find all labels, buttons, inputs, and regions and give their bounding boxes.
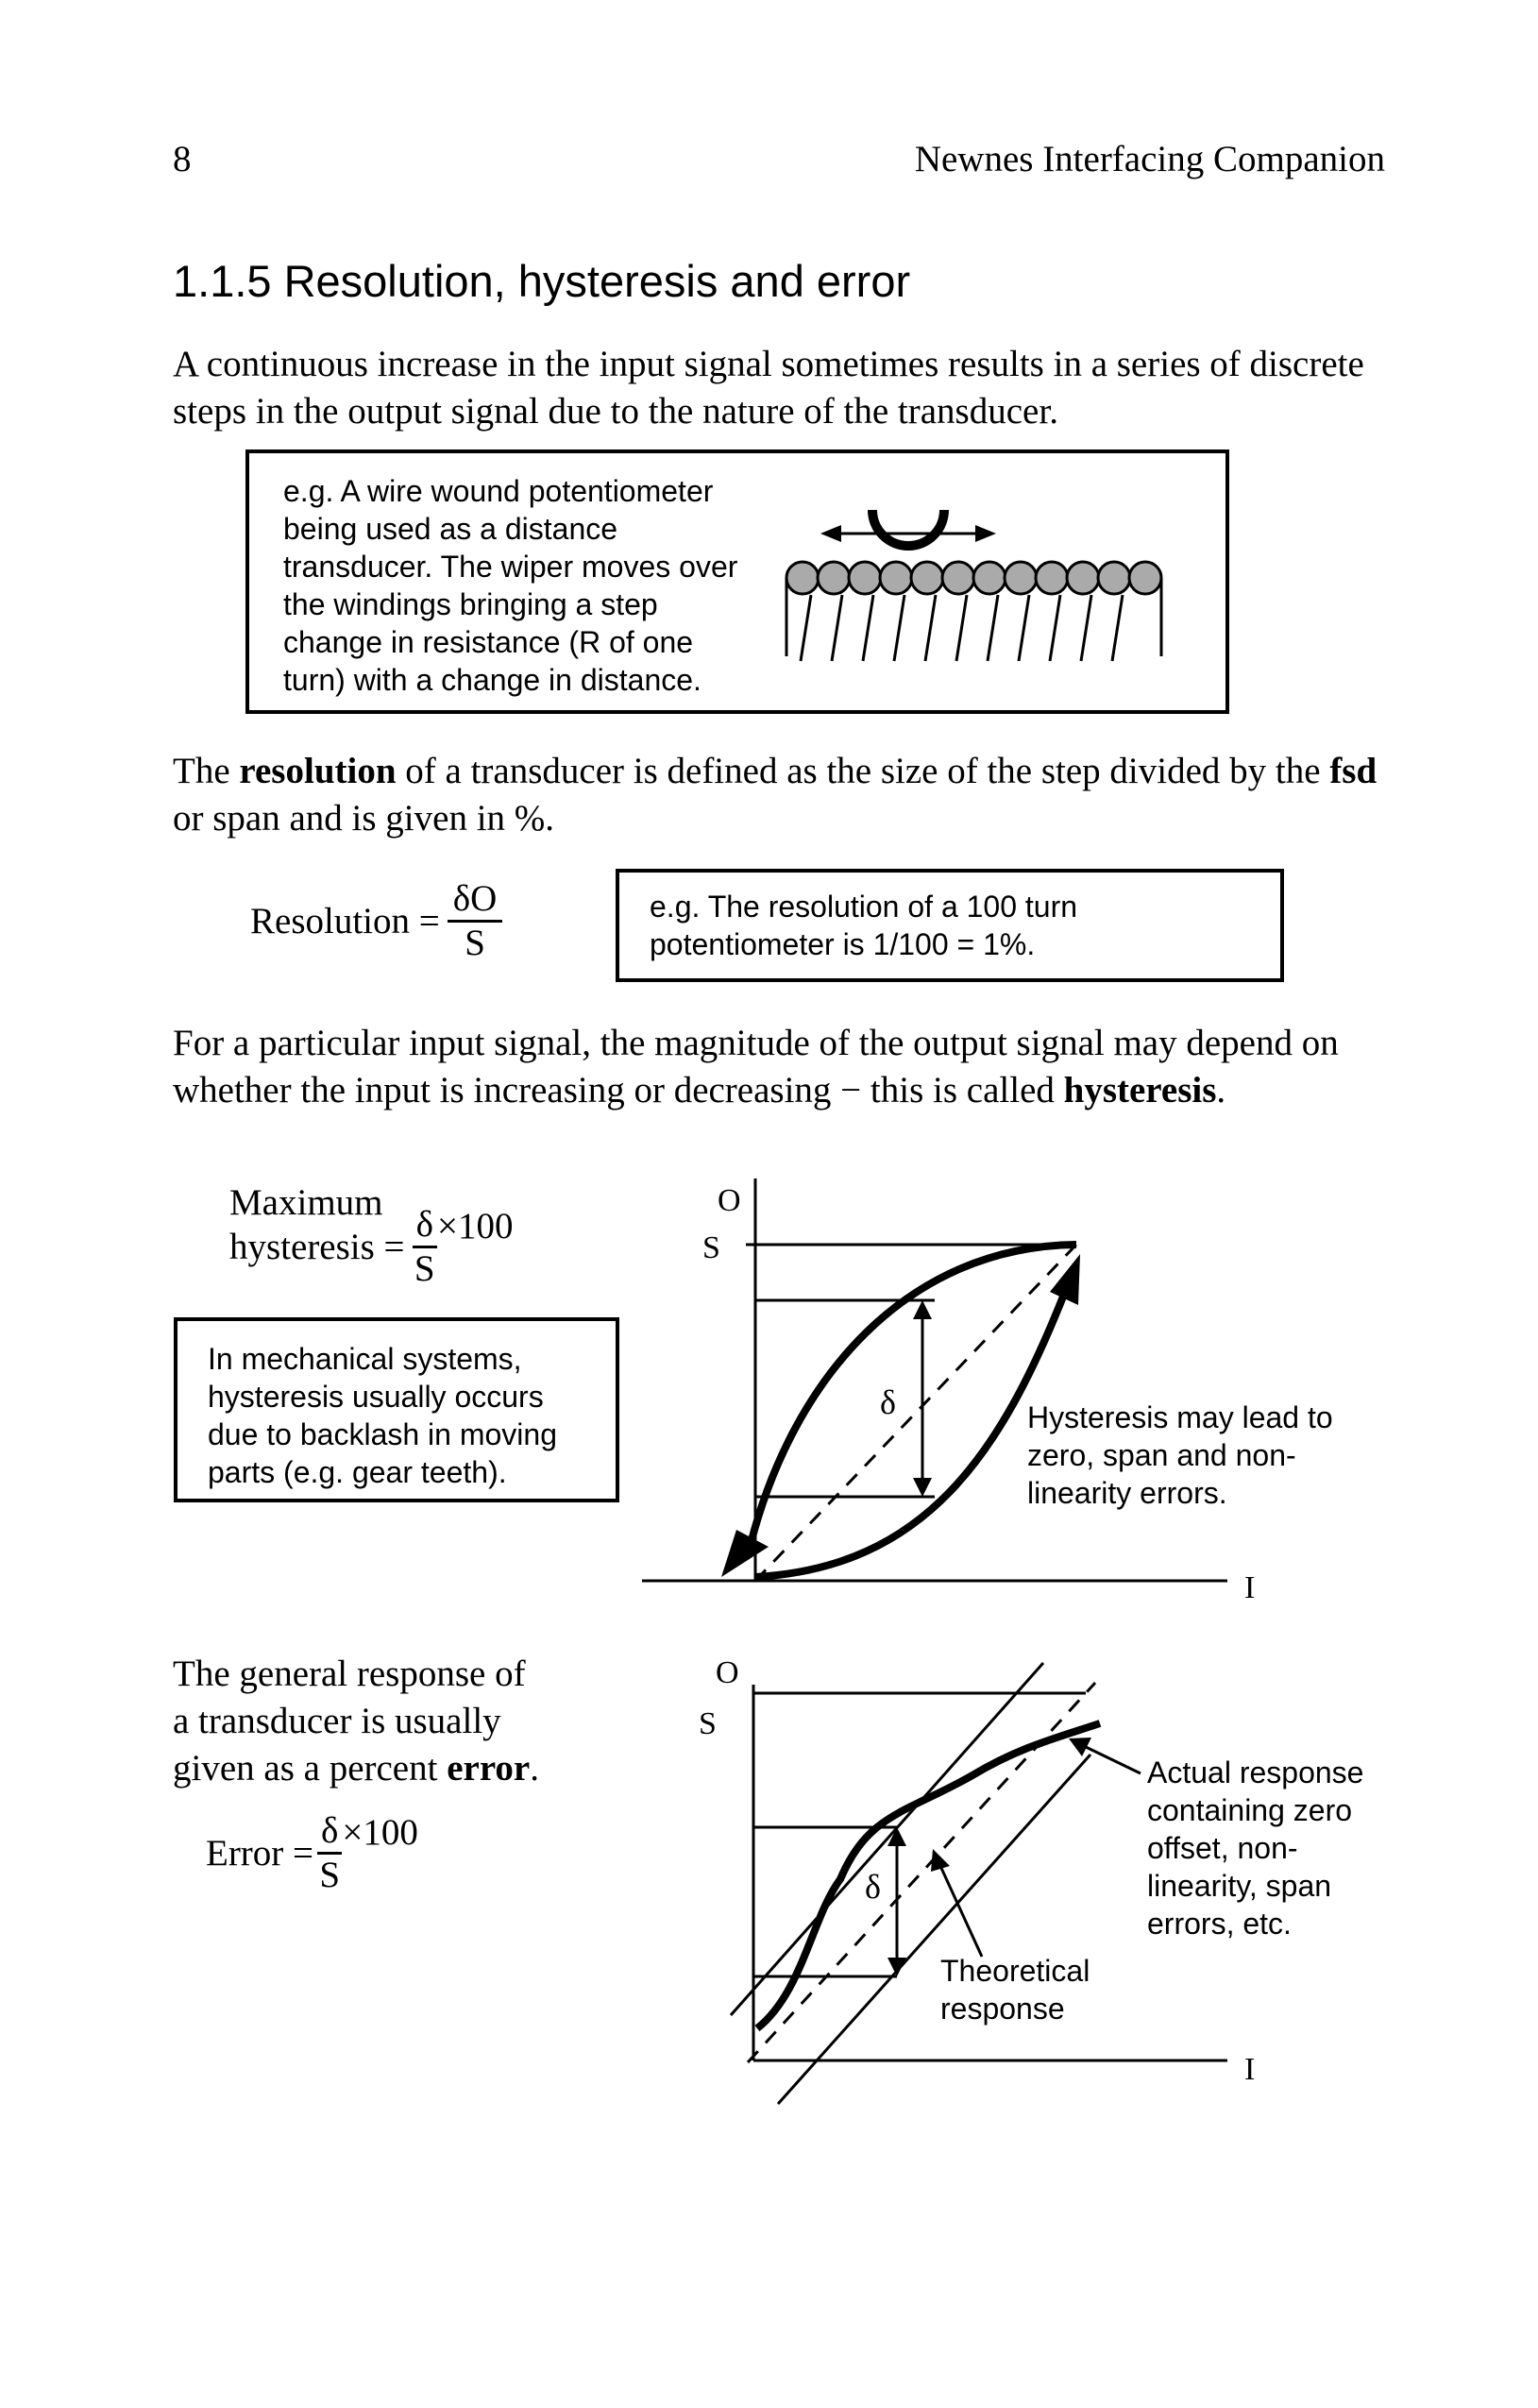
section-heading: 1.1.5 Resolution, hysteresis and error [173,256,911,306]
denominator: S [319,1854,341,1895]
arrowhead-icon [931,1849,950,1872]
delta-label: δ [865,1868,881,1906]
error-paragraph [173,1651,701,1792]
term-error: error [447,1748,531,1789]
text-run: or span and is given in %. [173,798,555,839]
fraction [448,878,503,964]
hysteresis-graph [623,1171,1416,1624]
box-line: transducer. The wiper moves over [283,550,738,584]
resolution-paragraph [173,748,1391,842]
actual-label-line: offset, non- [1147,1831,1298,1865]
span-label: S [699,1706,717,1741]
box-line: turn) with a change in distance. [283,663,701,697]
theoretical-label-line: response [940,1992,1065,2026]
formula-label: hysteresis = [229,1226,405,1267]
box-line: due to backlash in moving [208,1417,557,1451]
fraction [317,1810,342,1896]
note-line: zero, span and non- [1027,1438,1296,1472]
delta-label: δ [880,1383,896,1421]
numerator: δ [317,1810,342,1855]
theoretical-label-line: Theoretical [940,1954,1090,1988]
text-run: For a particular input signal, the magnitude of the output signal may depend on whether the input is increasing or decreasing − this is called [173,1023,1339,1111]
numerator: δ [413,1204,437,1248]
box-line: the windings bringing a step [283,587,658,621]
text-run: The [173,751,240,791]
actual-label-line: linearity, span [1147,1869,1332,1903]
resolution-example-box [616,869,1284,982]
denominator: S [465,923,485,963]
mechanical-text [208,1340,557,1491]
term-hysteresis: hysteresis [1063,1070,1217,1111]
text-run: given as a percent [173,1748,448,1789]
formula-label: Error = [206,1832,314,1874]
denominator: S [414,1247,435,1289]
box-line: change in resistance (R of one [283,625,694,659]
error-graph [661,1643,1416,2134]
actual-label-line: Actual response [1147,1755,1364,1789]
potentiometer-example-box [245,449,1229,714]
text-line: a transducer is usually [173,1701,501,1741]
actual-label-line: errors, etc. [1147,1907,1292,1941]
resolution-formula [250,878,502,964]
x-axis-label: I [1244,2052,1256,2087]
potentiometer-diagram [773,500,1175,689]
max-hysteresis-formula [229,1199,513,1294]
wiper-icon [872,510,944,546]
formula-label: Resolution = [250,901,440,941]
multiplier: ×100 [436,1205,514,1246]
box-line: e.g. The resolution of a 100 turn [650,890,1078,924]
mechanical-systems-box [174,1317,619,1502]
box-line: parts (e.g. gear teeth). [208,1455,507,1489]
up-arrowhead-icon [1050,1254,1080,1305]
numerator: δO [448,878,503,923]
increasing-curve [755,1292,1065,1577]
down-arrowhead-icon [721,1530,769,1577]
box-line: e.g. A wire wound potentiometer [283,474,714,508]
span-label: S [702,1230,720,1265]
box-line: being used as a distance [283,512,618,546]
box-line: In mechanical systems, [208,1342,522,1376]
y-axis-label: O [716,1655,739,1690]
box-line: potentiometer is 1/100 = 1%. [650,927,1036,961]
multiplier: ×100 [342,1811,418,1853]
lower-band-line [778,1755,1090,2104]
y-axis-label: O [718,1183,741,1218]
box-line: hysteresis usually occurs [208,1380,544,1414]
page-number: 8 [173,139,192,179]
text-run: . [1216,1070,1226,1111]
error-formula [206,1806,418,1900]
hysteresis-paragraph [173,1020,1391,1114]
windings-icon [786,562,1161,594]
term-fsd: fsd [1329,751,1377,791]
x-axis-label: I [1244,1570,1256,1605]
term-resolution: resolution [239,751,397,791]
actual-label-line: containing zero [1147,1793,1353,1827]
text-run: . [530,1748,539,1789]
potentiometer-text [283,472,774,699]
max-hysteresis-formula-label1: Maximum [229,1182,383,1223]
intro-paragraph [173,341,1391,435]
note-line: Hysteresis may lead to [1027,1400,1333,1434]
text-run: of a transducer is defined as the size of the step divided by the [396,751,1330,791]
intro-text: A continuous increase in the input signal sometimes results in a series of discrete steps in the output signal due to the nature of the transducer. [173,344,1364,432]
running-header: Newnes Interfacing Companion [914,139,1385,179]
note-line: linearity errors. [1027,1476,1227,1510]
text-line: The general response of [173,1653,526,1694]
fraction [413,1204,437,1290]
resolution-example-text [650,888,1077,963]
